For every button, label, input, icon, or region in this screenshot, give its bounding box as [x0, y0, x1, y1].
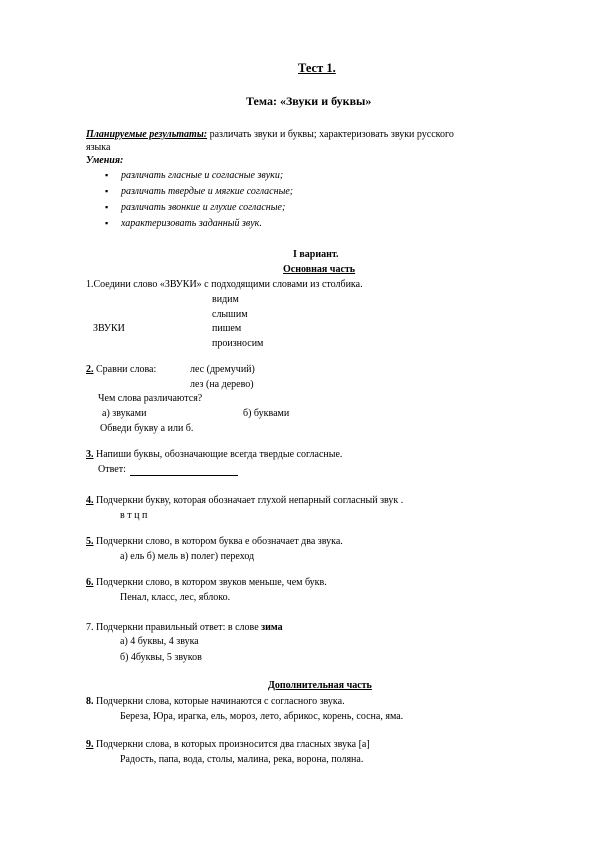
q6-words: Пенал, класс, лес, яблоко. [120, 592, 231, 603]
question-5 [86, 536, 343, 548]
question-text: Напиши буквы, обозначающие всегда твердые согласные. [93, 449, 343, 460]
question-6 [86, 577, 327, 589]
answer-blank [130, 465, 238, 476]
question-number: 5. [86, 536, 94, 547]
q5-options: а) ель б) мель в) полег) переход [120, 551, 255, 562]
q2-option-a: а) звуками [102, 408, 147, 419]
q1-option: слышим [212, 309, 248, 320]
theme-title: Тема: «Звуки и буквы» [246, 94, 372, 108]
question-number: 9. [86, 739, 94, 750]
main-part-title: Основная часть [283, 264, 356, 275]
skills-label: Умения: [86, 155, 124, 166]
skills-list [105, 170, 293, 234]
q7-word: зима [261, 622, 283, 633]
question-text: Подчеркни слово, в котором звуков меньше, чем букв. [93, 577, 327, 588]
q1-option: пишем [212, 323, 242, 334]
question-4 [86, 495, 403, 507]
question-number: 6. [86, 577, 94, 588]
q2-word2: лез (на дерево) [190, 379, 254, 390]
q1-option: видим [212, 294, 239, 305]
skill-item: ▪ различать звонкие и глухие согласные; [105, 202, 293, 218]
q4-letters: в т ц п [120, 510, 148, 521]
q1-option: произносим [212, 338, 264, 349]
skill-item: ▪ различать твердые и мягкие согласные; [105, 186, 293, 202]
page-title: Тест 1. [298, 61, 336, 75]
question-text: Сравни слова: [93, 364, 157, 375]
goals-text-cont: языка [86, 142, 111, 153]
q2-question: Чем слова различаются? [98, 393, 203, 404]
question-text: Соедини слово «ЗВУКИ» с подходящими словами из столбика. [93, 279, 363, 290]
goals-label: Планируемые результаты: [86, 129, 208, 140]
answer-label: Ответ: [98, 464, 126, 475]
question-2 [86, 364, 156, 376]
question-number: 7. [86, 622, 94, 633]
extra-part-title: Дополнительная часть [268, 680, 372, 691]
q7-option-a: а) 4 буквы, 4 звука [120, 636, 199, 647]
question-number: 4. [86, 495, 94, 506]
variant-title: I вариант. [293, 249, 339, 260]
question-text: Подчеркни букву, которая обозначает глухой непарный согласный звук . [93, 495, 404, 506]
q8-words: Береза, Юра, ирагка, ель, мороз, лето, абрикос, корень, сосна, яма. [120, 711, 404, 722]
q2-word1: лес (дремучий) [190, 364, 255, 375]
question-text: Подчеркни правильный ответ: в слове [93, 622, 262, 633]
question-text: Подчеркни слова, которые начинаются с согласного звука. [93, 696, 345, 707]
question-text: Подчеркни слово, в котором буква е обозначает два звука. [93, 536, 343, 547]
question-3 [86, 449, 342, 461]
q2-instruction: Обведи букву а или б. [100, 423, 194, 434]
q7-option-b: б) 4буквы, 5 звуков [120, 652, 202, 663]
goals-line [86, 129, 454, 141]
question-1 [86, 279, 363, 291]
q9-words: Радость, папа, вода, столы, малина, река, ворона, поляна. [120, 754, 364, 765]
question-7 [86, 622, 283, 634]
q3-answer-line [98, 464, 238, 476]
question-8 [86, 696, 345, 708]
goals-text: различать звуки и буквы; характеризовать звуки русского [207, 129, 454, 140]
skill-item: ▪ различать гласные и согласные звуки; [105, 170, 293, 186]
question-number: 8. [86, 696, 94, 707]
question-9 [86, 739, 370, 751]
question-number: 3. [86, 449, 94, 460]
q1-word: ЗВУКИ [93, 323, 125, 334]
question-number: 1. [86, 279, 94, 290]
q2-option-b: б) буквами [243, 408, 290, 419]
skill-item: ▪ характеризовать заданный звук. [105, 218, 293, 234]
question-number: 2. [86, 364, 94, 375]
question-text: Подчеркни слова, в которых произносится два гласных звука [а] [93, 739, 370, 750]
